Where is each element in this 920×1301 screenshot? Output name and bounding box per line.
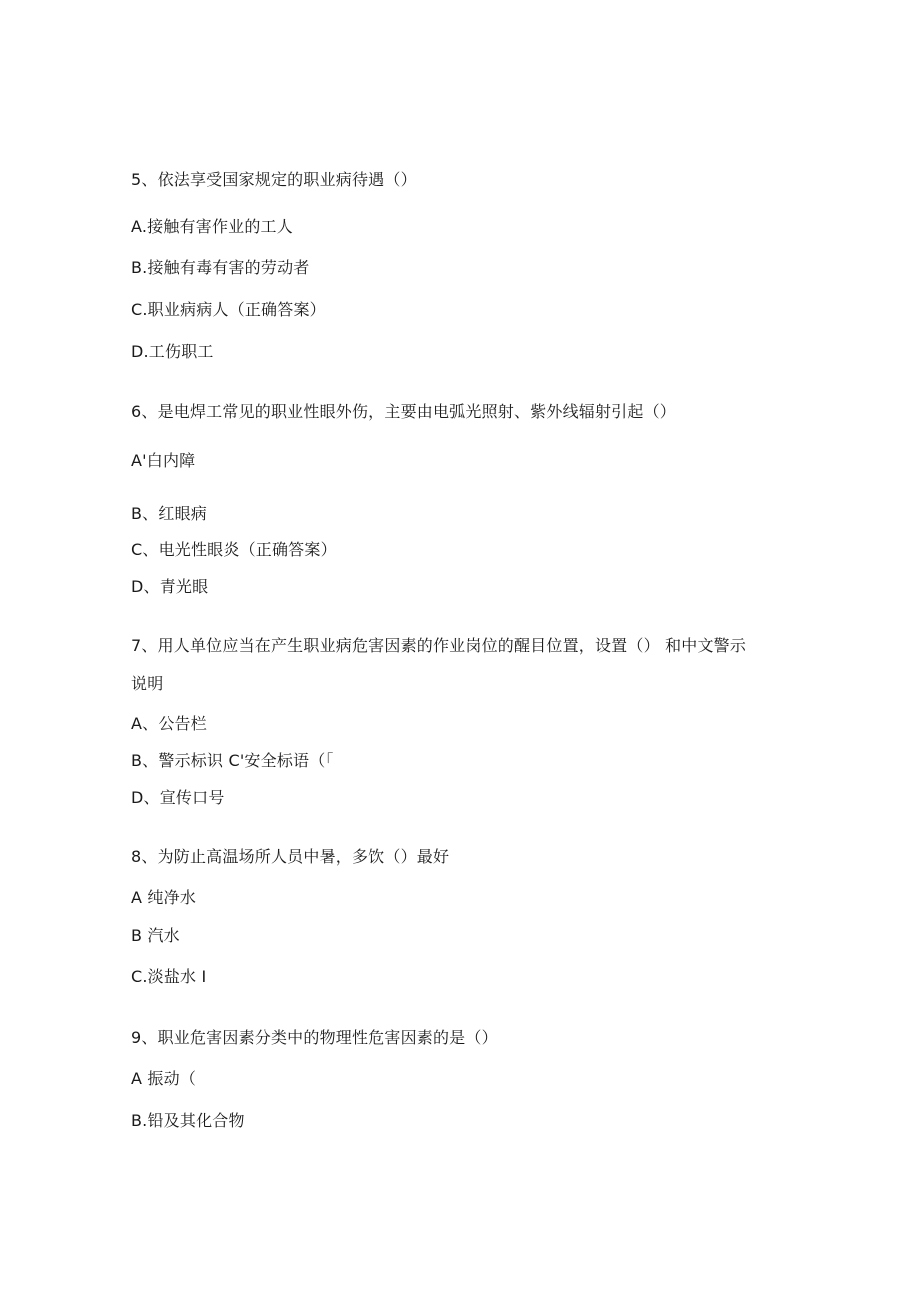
question-8-option-b: B 汽水 bbox=[131, 926, 180, 945]
question-8-option-c: C.淡盐水 I bbox=[131, 967, 207, 986]
question-5-option-b: B.接触有毒有害的劳动者 bbox=[131, 258, 310, 277]
question-7-option-d: D、宣传口号 bbox=[131, 788, 225, 807]
question-5-option-a: A.接触有害作业的工人 bbox=[131, 217, 293, 236]
question-5-option-d: D.工伤职工 bbox=[131, 342, 214, 361]
question-7-option-a: A、公告栏 bbox=[131, 714, 207, 733]
question-7-stem-continued: 说明 bbox=[131, 674, 164, 693]
question-7-option-b: B、警示标识 C'安全标语（「 bbox=[131, 751, 334, 770]
question-9-stem: 9、职业危害因素分类中的物理性危害因素的是（） bbox=[131, 1028, 498, 1047]
question-5-option-c: C.职业病病人（正确答案） bbox=[131, 300, 326, 319]
question-6-option-d: D、青光眼 bbox=[131, 577, 209, 596]
question-6-stem: 6、是电焊工常见的职业性眼外伤，主要由电弧光照射、紫外线辐射引起（） bbox=[131, 402, 676, 421]
question-6-option-b: B、红眼病 bbox=[131, 504, 207, 523]
question-9-option-a: A 振动（ bbox=[131, 1069, 197, 1088]
question-6-option-a: A'白内障 bbox=[131, 451, 196, 470]
question-8-option-a: A 纯净水 bbox=[131, 888, 197, 907]
question-5-stem: 5、依法享受国家规定的职业病待遇（） bbox=[131, 170, 417, 189]
question-8-stem: 8、为防止高温场所人员中暑，多饮（）最好 bbox=[131, 847, 450, 866]
question-6-option-c: C、电光性眼炎（正确答案） bbox=[131, 540, 337, 559]
question-7-stem: 7、用人单位应当在产生职业病危害因素的作业岗位的醒目位置，设置（） 和中文警示 bbox=[131, 636, 747, 655]
question-9-option-b: B.铅及其化合物 bbox=[131, 1111, 245, 1130]
